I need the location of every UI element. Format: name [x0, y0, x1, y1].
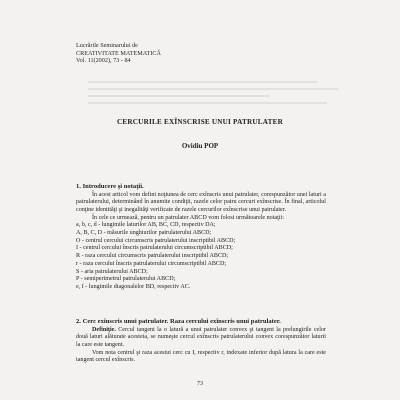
section-excircle — [76, 318, 326, 365]
notation-item: S - aria patrulaterului ABCD; — [76, 268, 148, 275]
notation-item: R - raza cercului circumscris patrulaterului inscriptibil ABCD; — [76, 253, 229, 260]
definition-label: Definiţie. — [92, 326, 116, 333]
author-name: Ovidiu POP — [181, 142, 219, 150]
notation-item: e, f - lungimile diagonalelor BD, respectiv AC. — [76, 283, 191, 290]
notation-item: a, b, c, d - lungimile laturilor AB, BC, CD, respectiv DA; — [76, 222, 216, 229]
notation-item: P - semiperimetrul patrulaterului ABCD; — [76, 276, 176, 283]
definition-paragraph — [76, 327, 326, 350]
journal-header — [76, 42, 161, 65]
header-line: Lucrările Seminarului de — [76, 42, 138, 49]
notation-item: A, B, C, D - măsurile unghiurilor patrulaterului ABCD; — [76, 230, 212, 237]
page-number: 73 — [197, 381, 203, 387]
notation-item: I - centrul cercului înscris patrulaterului circumscriptibil ABCD; — [76, 245, 233, 252]
notation-item: O - centrul cercului circumscris patrulaterului inscriptibil ABCD; — [76, 237, 236, 244]
section-introduction — [76, 183, 326, 292]
section-heading: 2. Cerc exînscris unui patrulater. Raza cercului exînscris unui patrulater. — [76, 318, 281, 325]
bleed-through — [88, 76, 348, 116]
header-line: Vol. 11(2002), 73 - 84 — [76, 57, 131, 65]
header-line: CREATIVITATE MATEMATICĂ — [76, 49, 161, 57]
paragraph: Vom nota centrul şi raza acestui cerc cu I, respectiv r, indexate inferior după latura la care este tangent cercul exînscris. — [76, 349, 326, 364]
paragraph: În acest articol vom defini noţiunea de cerc exînscris unui patrulater, corespunzător unei laturi a patrulaterului, determinând în anumite condiţii, razele celor patru cercuri exînscrise. În final, articolul conţine identităţi şi inegalităţi verificate de razele cercurilor exînscrise unui patrulater. — [76, 191, 326, 213]
paragraph: În cele ce urmează, pentru un patrulater ABCD vom folosi următoarele notaţii: — [92, 214, 284, 221]
definition-text: Cercul tangent la o latură a unui patrulater convex şi tangent la prelungirile celor două laturi alăturate acesteia, se numeşte cercul exînscris patrulaterului convex corespunzător laturii la care este tangent. — [76, 326, 326, 348]
section-heading: 1. Introducere şi notaţii. — [76, 183, 144, 190]
article-title: CERCURILE EXÎNSCRISE UNUI PATRULATER — [117, 118, 283, 126]
notation-item: r - raza cercului înscris patrulaterului circumscriptibil ABCD; — [76, 260, 227, 267]
